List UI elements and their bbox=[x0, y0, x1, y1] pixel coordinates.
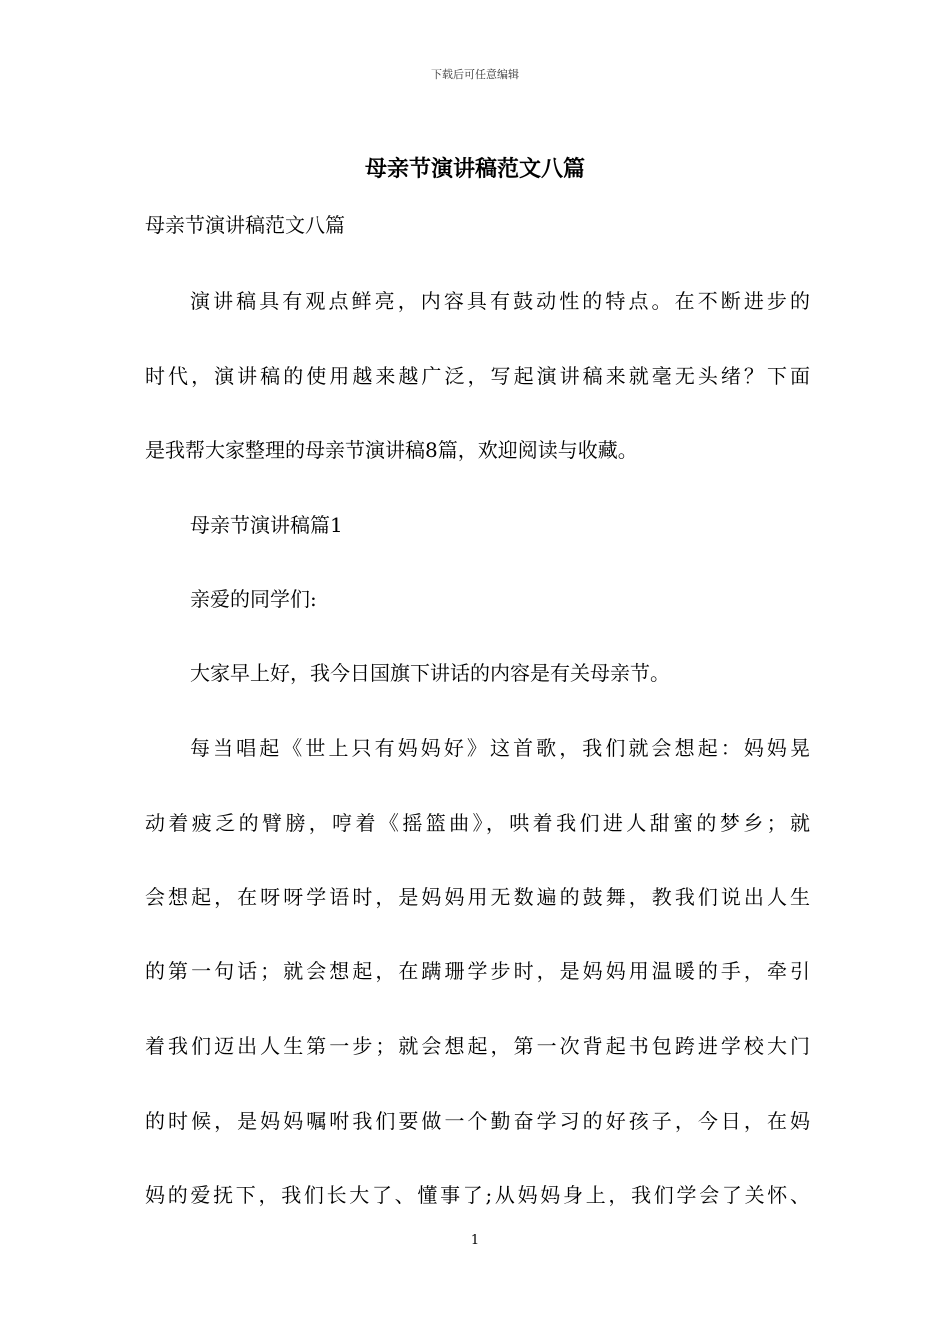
paragraph-line: 动着疲乏的臂膀，哼着《摇篮曲》，哄着我们进人甜蜜的梦乡；就 bbox=[145, 811, 810, 835]
section-heading: 母亲节演讲稿篇1 bbox=[190, 513, 343, 537]
page-number: 1 bbox=[470, 1233, 480, 1248]
paragraph-line: 着我们迈出人生第一步；就会想起，第一次背起书包跨进学校大门 bbox=[145, 1034, 810, 1058]
paragraph-line: 每当唱起《世上只有妈妈好》这首歌，我们就会想起：妈妈晃 bbox=[190, 736, 810, 760]
document-subtitle: 母亲节演讲稿范文八篇 bbox=[145, 213, 345, 237]
document-title: 母亲节演讲稿范文八篇 bbox=[364, 156, 585, 182]
paragraph-line: 是我帮大家整理的母亲节演讲稿8篇，欢迎阅读与收藏。 bbox=[145, 438, 638, 462]
paragraph-line: 大家早上好，我今日国旗下讲话的内容是有关母亲节。 bbox=[190, 661, 670, 685]
salutation: 亲爱的同学们: bbox=[190, 587, 317, 611]
paragraph-line: 的时候，是妈妈嘱咐我们要做一个勤奋学习的好孩子，今日，在妈 bbox=[145, 1109, 810, 1133]
paragraph-line: 演讲稿具有观点鲜亮，内容具有鼓动性的特点。在不断进步的 bbox=[190, 289, 810, 313]
paragraph-line: 妈的爱抚下，我们长大了、懂事了;从妈妈身上，我们学会了关怀、 bbox=[145, 1183, 810, 1207]
paragraph-line: 时代，演讲稿的使用越来越广泛，写起演讲稿来就毫无头绪？下面 bbox=[145, 364, 810, 388]
paragraph-line: 的第一句话；就会想起，在蹒珊学步时，是妈妈用温暖的手，牵引 bbox=[145, 959, 810, 983]
header-note: 下载后可任意编辑 bbox=[431, 68, 519, 81]
paragraph-line: 会想起，在呀呀学语时，是妈妈用无数遍的鼓舞，教我们说出人生 bbox=[145, 885, 810, 909]
